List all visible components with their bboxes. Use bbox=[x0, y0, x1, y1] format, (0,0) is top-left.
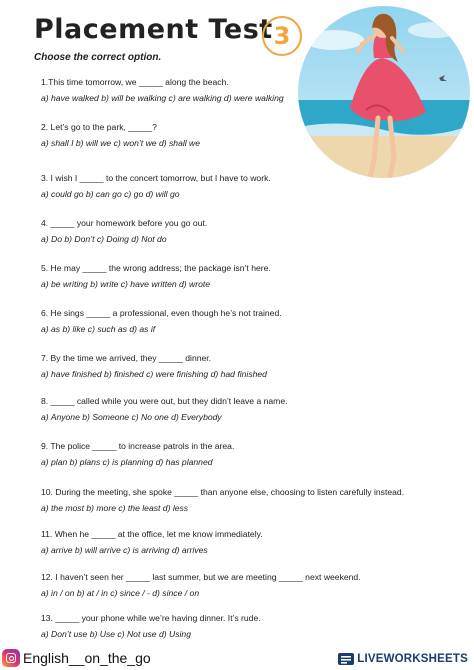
answer-options: a) Anyone b) Someone c) No one d) Everybody bbox=[41, 412, 222, 422]
answer-options: a) arrive b) will arrive c) is arriving d) arrives bbox=[41, 545, 208, 555]
test-number-badge: 3 bbox=[262, 16, 302, 56]
question-3 bbox=[41, 173, 271, 200]
question-7 bbox=[41, 353, 267, 380]
question-6 bbox=[41, 308, 282, 335]
answer-options: a) have finished b) finished c) were finishing d) had finished bbox=[41, 369, 267, 379]
question-1 bbox=[41, 77, 284, 104]
answer-options: a) the most b) more c) the least d) less bbox=[41, 503, 189, 513]
question-8 bbox=[41, 396, 288, 423]
answer-options: a) plan b) plans c) is planning d) has planned bbox=[41, 457, 213, 467]
question-4 bbox=[41, 218, 207, 245]
question-11 bbox=[41, 529, 263, 556]
answer-options: a) Do b) Don’t c) Doing d) Not do bbox=[41, 234, 167, 244]
author-handle bbox=[2, 649, 151, 667]
answer-options: a) be writing b) write c) have written d) wrote bbox=[41, 279, 211, 289]
question-5 bbox=[41, 263, 271, 290]
question-text: 7. By the time we arrived, they _____ dinner. bbox=[41, 353, 212, 363]
answer-options: a) have walked b) will be walking c) are walking d) were walking bbox=[41, 93, 284, 103]
question-text: 3. I wish I _____ to the concert tomorrow, but I have to work. bbox=[41, 173, 271, 183]
question-12 bbox=[41, 572, 361, 599]
question-9 bbox=[41, 441, 234, 468]
answer-options: a) could go b) can go c) go d) will go bbox=[41, 189, 180, 199]
question-text: 1.This time tomorrow, we _____ along the beach. bbox=[41, 77, 229, 87]
question-text: 5. He may _____ the wrong address; the package isn’t here. bbox=[41, 263, 271, 273]
page-title: Placement Test bbox=[34, 14, 273, 45]
question-text: 13. _____ your phone while we’re having dinner. It’s rude. bbox=[41, 613, 261, 623]
question-2 bbox=[41, 122, 200, 149]
question-13 bbox=[41, 613, 261, 640]
question-text: 2. Let’s go to the park, _____? bbox=[41, 122, 157, 132]
question-10 bbox=[41, 487, 404, 514]
liveworksheets-logo-icon bbox=[338, 652, 354, 666]
answer-options: a) Don’t use b) Use c) Not use d) Using bbox=[41, 629, 191, 639]
liveworksheets-brand bbox=[338, 652, 468, 666]
question-text: 11. When he _____ at the office, let me know immediately. bbox=[41, 529, 263, 539]
answer-options: a) shall I b) will we c) won’t we d) shall we bbox=[41, 138, 201, 148]
brand-text: LIVEWORKSHEETS bbox=[357, 653, 468, 665]
question-text: 8. _____ called while you were out, but they didn’t leave a name. bbox=[41, 396, 288, 406]
instructions: Choose the correct option. bbox=[34, 52, 162, 63]
question-text: 10. During the meeting, she spoke _____ than anyone else, choosing to listen carefully instead. bbox=[41, 487, 405, 497]
answer-options: a) in / on b) at / in c) since / - d) since / on bbox=[41, 588, 200, 598]
question-text: 9. The police _____ to increase patrols in the area. bbox=[41, 441, 235, 451]
answer-options: a) as b) like c) such as d) as if bbox=[41, 324, 156, 334]
question-text: 4. _____ your homework before you go out. bbox=[41, 218, 208, 228]
beach-girl-illustration bbox=[294, 0, 474, 210]
instagram-icon bbox=[2, 649, 20, 667]
question-text: 12. I haven’t seen her _____ last summer, but we are meeting _____ next weekend. bbox=[41, 572, 361, 582]
question-text: 6. He sings _____ a professional, even though he’s not trained. bbox=[41, 308, 282, 318]
author-handle-text: English__on_the_go bbox=[23, 650, 151, 666]
